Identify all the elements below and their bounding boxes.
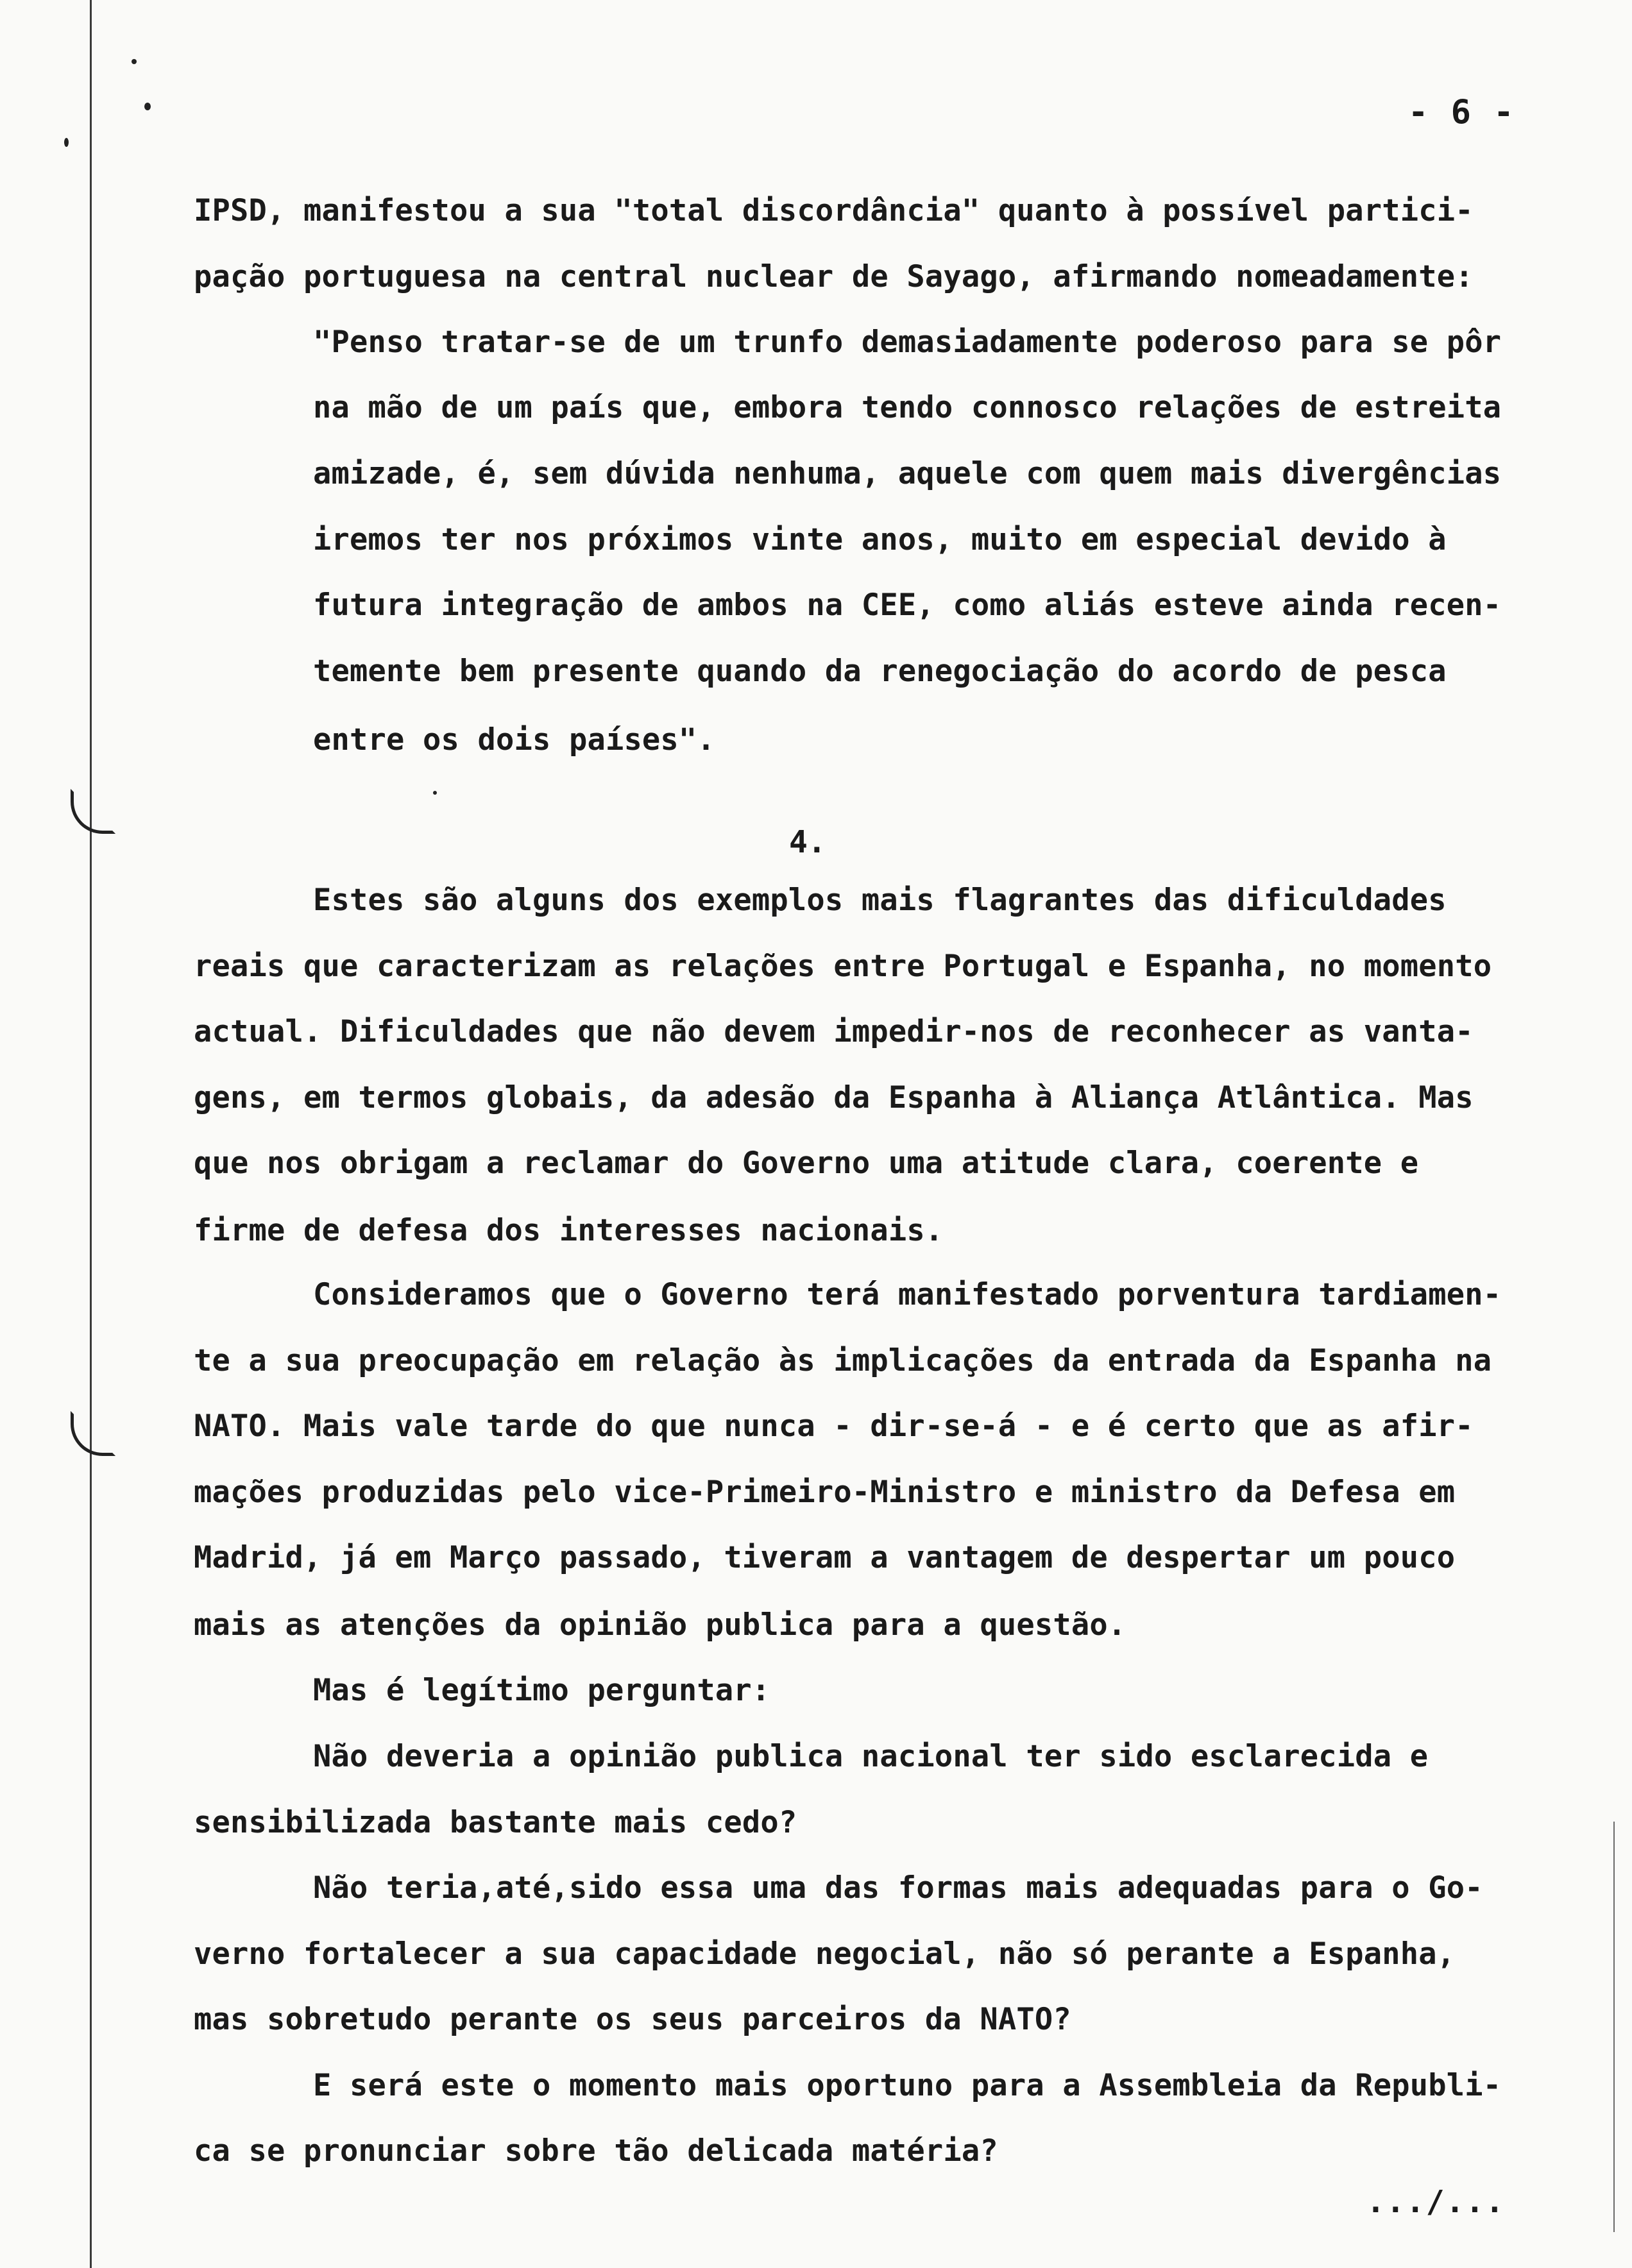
body-text-line: actual. Dificuldades que não devem impedir-nos de reconhecer as vanta-: [194, 1014, 1474, 1049]
body-text-line: E será este o momento mais oportuno para a Assembleia da Republi-: [313, 2068, 1502, 2103]
ink-speck: [64, 138, 69, 147]
body-text-line: te a sua preocupação em relação às implicações da entrada da Espanha na: [194, 1343, 1492, 1378]
body-text-line: gens, em termos globais, da adesão da Espanha à Aliança Atlântica. Mas: [194, 1080, 1474, 1115]
section-number: 4.: [789, 824, 826, 860]
body-text-line: que nos obrigam a reclamar do Governo uma atitude clara, coerente e: [194, 1146, 1419, 1181]
binder-clip-mark-top: [71, 789, 115, 834]
page-number: - 6 -: [1408, 93, 1515, 131]
right-edge-line: [1613, 1822, 1615, 2232]
body-text-line: Não teria,até,sido essa uma das formas mais adequadas para o Go-: [313, 1870, 1483, 1906]
body-text-line: Madrid, já em Março passado, tiveram a vantagem de despertar um pouco: [194, 1540, 1456, 1575]
body-text-line: sensibilizada bastante mais cedo?: [194, 1805, 797, 1840]
body-text-line: IPSD, manifestou a sua "total discordância" quanto à possível partici-: [194, 193, 1474, 228]
quote-text-line: futura integração de ambos na CEE, como aliás esteve ainda recen-: [313, 588, 1502, 623]
body-text-line: mas sobretudo perante os seus parceiros da NATO?: [194, 2002, 1071, 2037]
body-text-line: Mas é legítimo perguntar:: [313, 1673, 770, 1708]
ink-speck: [433, 791, 437, 795]
quote-text-line: na mão de um país que, embora tendo connosco relações de estreita: [313, 390, 1502, 425]
body-text-line: pação portuguesa na central nuclear de Sayago, afirmando nomeadamente:: [194, 259, 1474, 294]
body-text-line: NATO. Mais vale tarde do que nunca - dir-se-á - e é certo que as afir-: [194, 1409, 1474, 1444]
body-text-line: ca se pronunciar sobre tão delicada matéria?: [194, 2133, 998, 2169]
body-text-line: Estes são alguns dos exemplos mais flagrantes das dificuldades: [313, 883, 1447, 918]
ink-speck: [132, 59, 137, 64]
continuation-mark: .../...: [1366, 2184, 1506, 2220]
ink-speck: [144, 103, 151, 110]
quote-text-line: iremos ter nos próximos vinte anos, muito em especial devido à: [313, 522, 1447, 557]
binding-edge-line: [90, 0, 92, 2268]
body-text-line: Consideramos que o Governo terá manifestado porventura tardiamen-: [313, 1277, 1502, 1312]
body-text-line: Não deveria a opinião publica nacional ter sido esclarecida e: [313, 1739, 1429, 1774]
quote-text-line: temente bem presente quando da renegociação do acordo de pesca: [313, 654, 1447, 689]
quote-text-line: "Penso tratar-se de um trunfo demasiadamente poderoso para se pôr: [313, 325, 1502, 360]
body-text-line: mais as atenções da opinião publica para a questão.: [194, 1607, 1126, 1643]
quote-text-line: amizade, é, sem dúvida nenhuma, aquele com quem mais divergências: [313, 456, 1502, 491]
binder-clip-mark-bottom: [71, 1411, 115, 1456]
body-text-line: firme de defesa dos interesses nacionais.: [194, 1213, 944, 1248]
body-text-line: mações produzidas pelo vice-Primeiro-Ministro e ministro da Defesa em: [194, 1475, 1456, 1510]
body-text-line: reais que caracterizam as relações entre Portugal e Espanha, no momento: [194, 949, 1492, 984]
quote-text-line: entre os dois países".: [313, 722, 715, 757]
body-text-line: verno fortalecer a sua capacidade negocial, não só perante a Espanha,: [194, 1936, 1456, 1972]
